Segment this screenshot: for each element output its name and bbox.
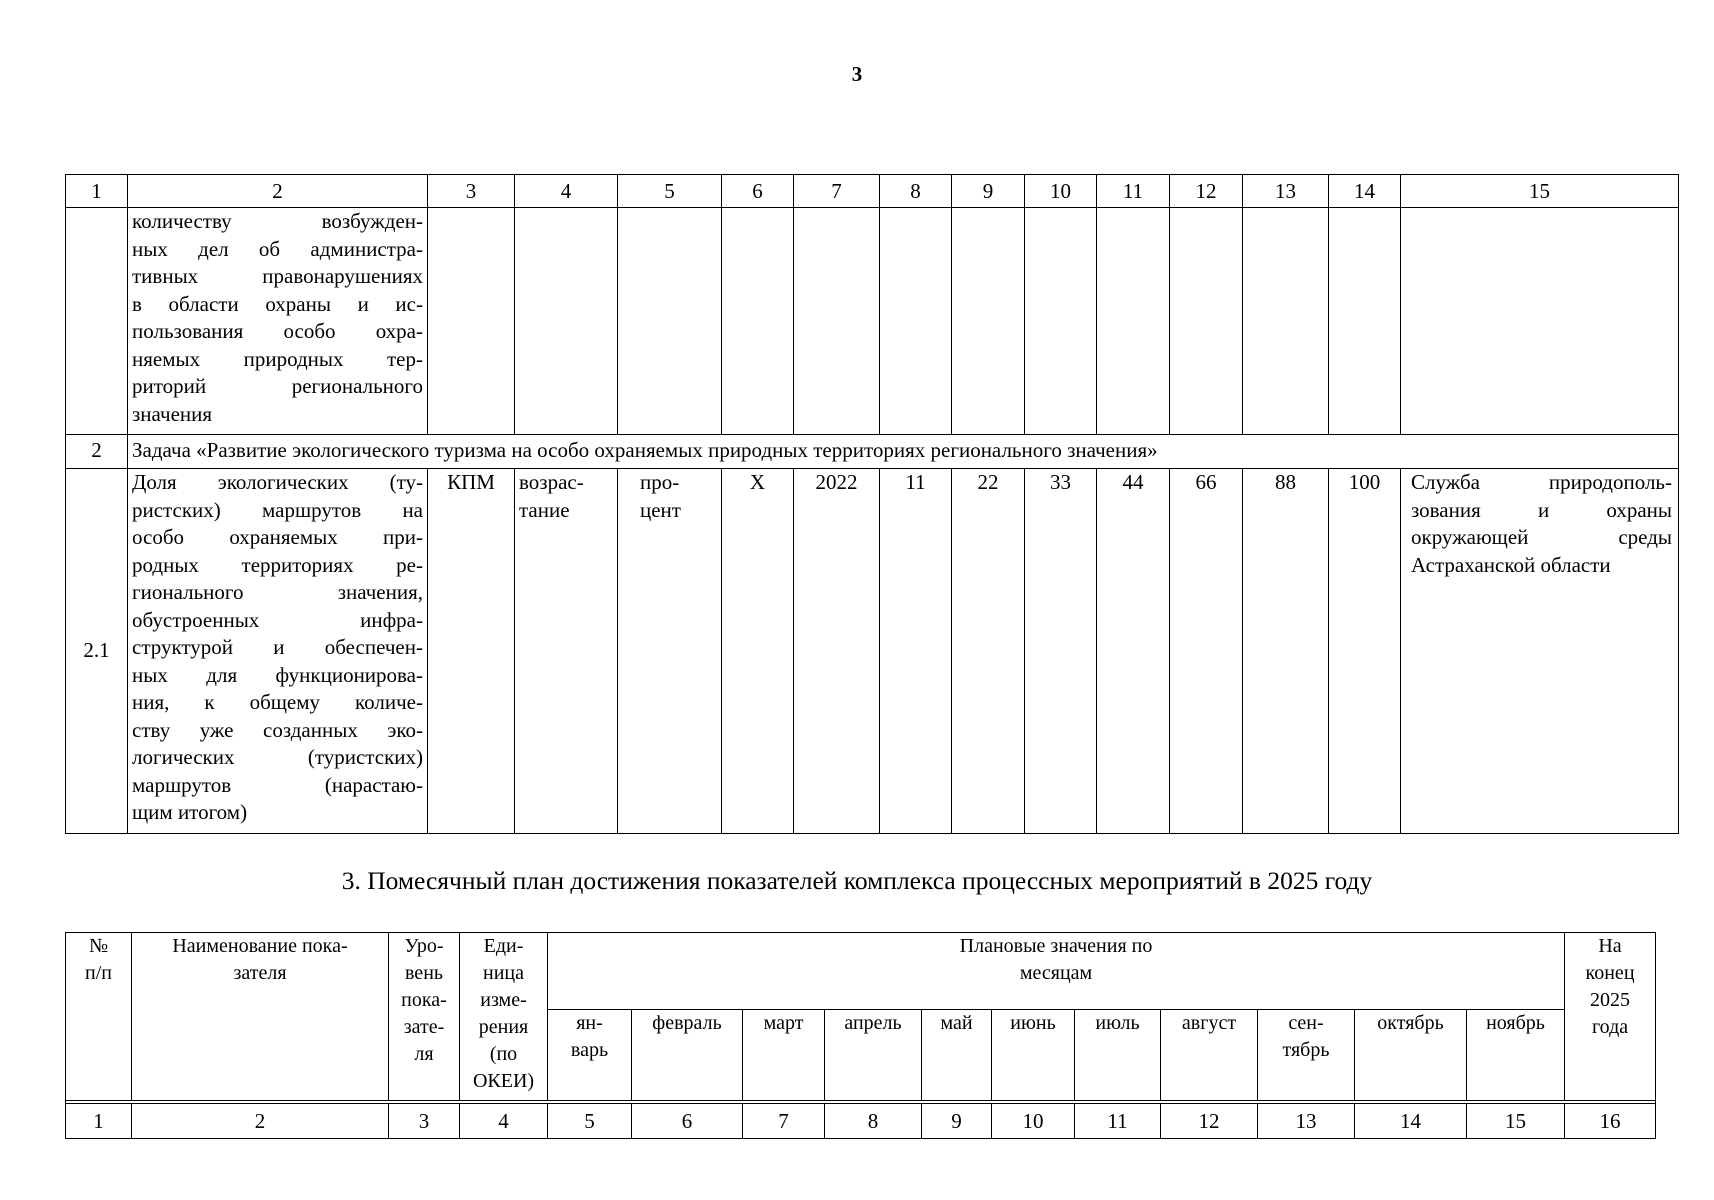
column-number: 4: [515, 175, 618, 208]
indicators-table: [65, 174, 1679, 834]
column-number: 10: [1025, 175, 1097, 208]
indicator-unit: [618, 469, 722, 834]
text-line: зования и охраны: [1411, 497, 1672, 522]
table-cell: [428, 208, 515, 435]
text-line: пользования особо охра-: [132, 319, 423, 343]
text-line: в области охраны и ис-: [132, 291, 423, 316]
column-number: 3: [428, 175, 515, 208]
text-line: риторий регионального: [132, 374, 423, 398]
column-number: 5: [548, 1104, 632, 1139]
column-number: 7: [794, 175, 880, 208]
column-number: 15: [1401, 175, 1679, 208]
value-cell: 22: [952, 469, 1025, 834]
table-cell: [515, 208, 618, 435]
text-line: изме-: [480, 989, 527, 1011]
table-cell: [794, 208, 880, 435]
text-line: значения: [132, 401, 213, 426]
header-planned-values: [548, 933, 1565, 1010]
column-number: 2: [128, 175, 428, 208]
text-line: ных дел об администра-: [132, 236, 423, 261]
text-line: Еди-: [483, 935, 524, 957]
text-line: ных для функционирова-: [132, 662, 423, 687]
text-line: родных территориях ре-: [132, 552, 423, 577]
indicator-row: [66, 469, 1679, 834]
text-line: Уро-: [404, 935, 444, 957]
table-cell: [1170, 208, 1243, 435]
column-number: 1: [66, 175, 128, 208]
column-number: 5: [618, 175, 722, 208]
text-line: ян-: [576, 1012, 603, 1034]
text-line: количеству возбужден-: [132, 209, 423, 233]
column-number: 6: [722, 175, 794, 208]
text-line: 2025: [1590, 989, 1631, 1011]
column-number: 6: [632, 1104, 743, 1139]
column-number: 12: [1161, 1104, 1258, 1139]
text-line: конец: [1585, 962, 1635, 984]
text-line: Наименование пока-: [172, 935, 348, 957]
text-line: щим итогом): [132, 800, 248, 824]
header-unit: [460, 933, 548, 1101]
table-cell: [618, 208, 722, 435]
value-cell: 33: [1025, 469, 1097, 834]
text-line: №: [88, 935, 109, 957]
text-line: На: [1598, 935, 1622, 957]
column-number-row: [66, 175, 1679, 208]
month-february: февраль: [632, 1010, 743, 1101]
month-november: ноябрь: [1467, 1010, 1565, 1101]
header-indicator-name: [132, 933, 389, 1101]
text-line: цент: [640, 497, 681, 522]
text-line: тание: [519, 497, 570, 522]
table-cell: [1025, 208, 1097, 435]
text-line: Доля экологических (ту-: [132, 470, 423, 494]
text-line: ница: [483, 962, 524, 984]
text-line: тябрь: [1282, 1039, 1330, 1061]
table-cell: [880, 208, 952, 435]
column-number: 8: [825, 1104, 922, 1139]
text-line: Плановые значения по: [959, 935, 1153, 957]
responsible-body: [1401, 469, 1679, 834]
column-number: 7: [743, 1104, 825, 1139]
task-number: 2: [66, 435, 128, 469]
table-cell: [66, 208, 128, 435]
column-number: 9: [952, 175, 1025, 208]
value-cell: 88: [1243, 469, 1329, 834]
column-number: 10: [992, 1104, 1075, 1139]
text-line: окружающей среды: [1411, 525, 1672, 549]
text-line: пока-: [401, 989, 447, 1011]
table-cell: [722, 208, 794, 435]
header-row-1: [66, 933, 1656, 1010]
text-line: особо охраняемых при-: [132, 525, 423, 549]
column-number: 12: [1170, 175, 1243, 208]
column-number: 13: [1243, 175, 1329, 208]
table-cell: [1329, 208, 1401, 435]
text-line: вень: [404, 962, 444, 984]
indicator-number: 2.1: [66, 469, 128, 834]
indicator-name: [128, 469, 428, 834]
text-line: гионального значения,: [132, 580, 423, 604]
table-cell: [1401, 208, 1679, 435]
column-number: 16: [1565, 1104, 1656, 1139]
text-line: няемых природных тер-: [132, 346, 423, 371]
text-line: ОКЕИ): [472, 1070, 535, 1092]
column-number: 2: [132, 1104, 389, 1139]
month-october: октябрь: [1355, 1010, 1467, 1101]
value-cell: 66: [1170, 469, 1243, 834]
value-cell: 11: [880, 469, 952, 834]
text-line: (по: [489, 1043, 518, 1065]
text-line: ля: [414, 1043, 434, 1065]
text-line: ния, к общему количе-: [132, 690, 423, 714]
text-line: обустроенных инфра-: [132, 607, 423, 632]
text-line: Служба природополь-: [1411, 470, 1672, 494]
month-september: [1258, 1010, 1355, 1101]
column-number: 15: [1467, 1104, 1565, 1139]
column-number: 4: [460, 1104, 548, 1139]
month-july: июль: [1075, 1010, 1161, 1101]
indicator-direction: [515, 469, 618, 834]
indicator-name-continuation: [128, 208, 428, 435]
value-cell: 100: [1329, 469, 1401, 834]
task-text: Задача «Развитие экологического туризма на особо охраняемых природных территориях регионального значения»: [128, 435, 1679, 469]
header-end-of-year: [1565, 933, 1656, 1101]
header-number: [66, 933, 132, 1101]
text-line: зателя: [233, 962, 287, 984]
column-number: 11: [1097, 175, 1170, 208]
month-april: апрель: [825, 1010, 922, 1101]
text-line: ству уже созданных эко-: [132, 717, 423, 742]
page-number: 3: [851, 62, 863, 86]
text-line: логических (туристских): [132, 745, 423, 769]
column-number: 13: [1258, 1104, 1355, 1139]
value-cell: Х: [722, 469, 794, 834]
month-january: [548, 1010, 632, 1101]
column-number: 14: [1355, 1104, 1467, 1139]
month-may: май: [922, 1010, 992, 1101]
section-title: 3. Помесячный план достижения показателей комплекса процессных мероприятий в 2025 году: [341, 866, 1373, 895]
continuation-row: [66, 208, 1679, 435]
month-august: август: [1161, 1010, 1258, 1101]
text-line: маршрутов (нарастаю-: [132, 772, 423, 797]
base-year: 2022: [794, 469, 880, 834]
text-line: месяцам: [1019, 962, 1093, 984]
text-line: года: [1591, 1016, 1629, 1038]
month-june: июнь: [992, 1010, 1075, 1101]
table-cell: [1243, 208, 1329, 435]
text-line: ристских) маршрутов на: [132, 497, 423, 522]
month-march: март: [743, 1010, 825, 1101]
text-line: п/п: [85, 962, 112, 984]
monthly-plan-table: [65, 932, 1656, 1139]
value-cell: 44: [1097, 469, 1170, 834]
column-number-row: [66, 1104, 1656, 1139]
column-number: 1: [66, 1104, 132, 1139]
text-line: сен-: [1288, 1012, 1324, 1034]
column-number: 8: [880, 175, 952, 208]
indicator-level: КПМ: [428, 469, 515, 834]
column-number: 3: [389, 1104, 460, 1139]
text-line: варь: [570, 1039, 609, 1061]
table-cell: [1097, 208, 1170, 435]
column-number: 9: [922, 1104, 992, 1139]
text-line: про-: [640, 470, 680, 494]
text-line: возрас-: [519, 470, 584, 494]
task-row: [66, 435, 1679, 469]
text-line: зате-: [403, 1016, 445, 1038]
text-line: рения: [478, 1016, 529, 1038]
header-level: [389, 933, 460, 1101]
column-number: 11: [1075, 1104, 1161, 1139]
text-line: тивных правонарушениях: [132, 264, 423, 288]
table-cell: [952, 208, 1025, 435]
column-number: 14: [1329, 175, 1401, 208]
text-line: структурой и обеспечен-: [132, 635, 423, 659]
text-line: Астраханской области: [1411, 552, 1611, 577]
